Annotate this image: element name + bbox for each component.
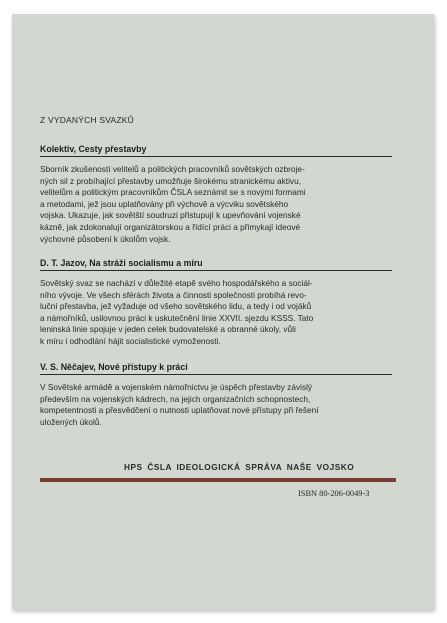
- description-line: V Sovětské armádě a vojenském námořnictvu je úspěch přestavby závislý: [40, 382, 313, 392]
- book-entry-kolektiv: [40, 144, 392, 245]
- book-description: [40, 278, 392, 348]
- description-line: luční přestavba, jež vyžaduje od všeho sovětského lidu, a tedy i od vojáků: [40, 301, 312, 312]
- description-line: především na vojenských kádrech, na jejich organizačních schopnostech,: [40, 393, 311, 404]
- description-line: a metodami, jež jsou uplatňovány při výchově a výcviku sovětského: [40, 198, 289, 209]
- book-entry-necajev: [40, 362, 392, 428]
- book-title: Kolektiv, Cesty přestavby: [40, 144, 392, 157]
- red-divider: [40, 478, 396, 482]
- book-description: [40, 164, 392, 245]
- description-line: kázně, jak zdokonalují organizátorskou a řídící práci a přimykají ideové: [40, 221, 301, 232]
- description-line: ných sil z probíhající přestavby umožňuje širokému stranickému aktivu,: [40, 175, 301, 186]
- description-line: k míru i odhodlání hájit socialistické vymoženosti.: [40, 335, 221, 346]
- description-line: leninská linie spojuje v jeden celek budovatelské a obranné úkoly, vůli: [40, 324, 296, 335]
- book-title: D. T. Jazov, Na stráži socialismu a míru: [40, 258, 392, 271]
- publisher-line: HPS ČSLA IDEOLOGICKÁ SPRÁVA NAŠE VOJSKO: [124, 462, 355, 472]
- section-header: Z VYDANÝCH SVAZKŮ: [40, 115, 134, 125]
- description-line: velitelům a politickým pracovníkům ČSLA seznámit se s novými formami: [40, 187, 306, 198]
- description-line: vojska. Ukazuje, jak sovětští soudruzi přistupují k upevňování vojenské: [40, 210, 301, 221]
- description-line: kompetentnosti a přesvědčení o nutnosti uplatňovat nové přístupy při řešení: [40, 405, 319, 416]
- description-line: Sborník zkušeností velitelů a politických pracovníků sovětských ozbroje-: [40, 164, 305, 174]
- description-line: ního vývoje. Ve všech sférách života a činnosti společnosti probíhá revo-: [40, 289, 307, 300]
- book-description: [40, 382, 392, 428]
- description-line: Sovětský svaz se nachází v důležité etapě svého hospodářského a sociál-: [40, 278, 313, 288]
- isbn-number: ISBN 80-206-0049-3: [298, 489, 370, 498]
- description-line: uložených úkolů.: [40, 416, 102, 427]
- description-line: výchovné působení k úkolům vojsk.: [40, 233, 171, 244]
- book-entry-jazov: [40, 258, 392, 348]
- book-title: V. S. Něčajev, Nové přístupy k práci: [40, 362, 392, 375]
- description-line: a námořníků, usilovnou práci k uskutečnění linie XXVII. sjezdu KSSS. Tato: [40, 312, 314, 323]
